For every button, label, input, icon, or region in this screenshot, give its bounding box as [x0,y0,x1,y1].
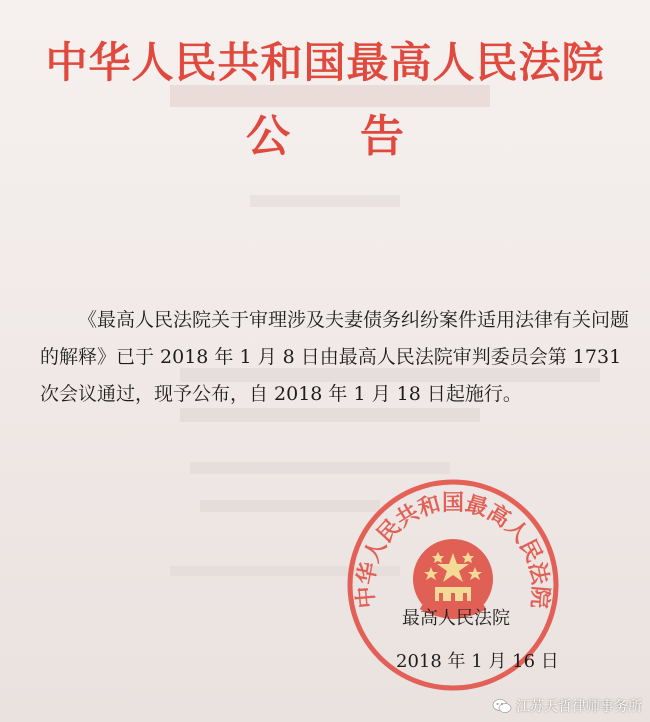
header-subtitle: 公告 [246,111,474,162]
watermark [492,696,642,716]
watermark-text: 江苏天哲律师事务所 [516,699,642,715]
issuer-name: 最高人民法院 [402,608,510,629]
wechat-icon [492,698,512,714]
announcement-body [40,302,630,413]
header-title: 中华人民共和国最高人民法院 [45,38,605,87]
seal-text: 中华人民共和国最高人民法院 [353,491,553,610]
issue-date: 2018 年 1 月 16 日 [396,651,559,672]
announcement-paragraph: 《最高人民法院关于审理涉及夫妻债务纠纷案件适用法律有关问题的解释》已于 2018 年 1 月 8 日由最高人民法院审判委员会第 1731 次会议通过，现予公布，自 2018 年 1 月 18 日起施行。 [40,309,630,405]
